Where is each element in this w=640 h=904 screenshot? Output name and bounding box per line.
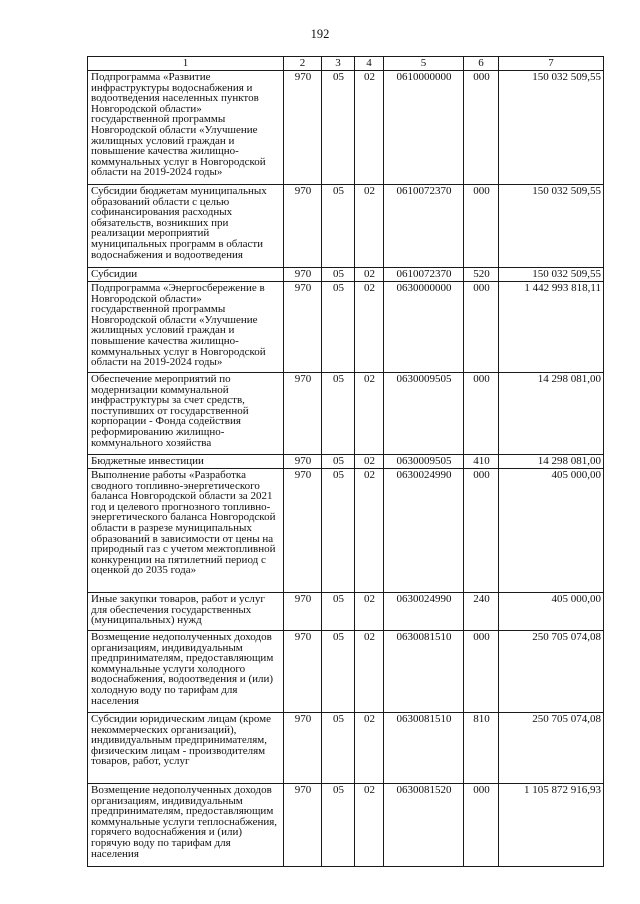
row-code-3: 02 <box>355 713 384 784</box>
row-code-1: 970 <box>284 185 322 268</box>
table-row <box>88 631 604 713</box>
table-row <box>88 469 604 593</box>
row-code-1: 970 <box>284 373 322 455</box>
row-code-5: 000 <box>464 185 499 268</box>
row-code-3: 02 <box>355 784 384 867</box>
row-code-5: 520 <box>464 268 499 282</box>
row-name: Выполнение работы «Разработка сводного топливно-энергетического баланса Новгородской области за 2021 год и целевого прогнозного топливно-энергетического баланса Новгородской области в разрезе муниципальных образований в зависимости от цены на природный газ с учетом межтопливной конкуренции на пятилетний период с оценкой до 2035 года» <box>88 469 284 593</box>
page-number: 192 <box>310 27 330 41</box>
row-amount: 14 298 081,00 <box>499 455 604 469</box>
row-code-5: 810 <box>464 713 499 784</box>
row-code-5: 000 <box>464 373 499 455</box>
table-row <box>88 282 604 373</box>
row-code-4: 0630081510 <box>384 631 464 713</box>
row-code-3: 02 <box>355 71 384 185</box>
row-name: Обеспечение мероприятий по модернизации коммунальной инфраструктуры за счет средств, поступивших от государственной корпорации - Фонда содействия реформированию жилищно-коммунального хозяйства <box>88 373 284 455</box>
row-code-2: 05 <box>322 268 355 282</box>
row-code-5: 000 <box>464 631 499 713</box>
table-row <box>88 185 604 268</box>
row-code-1: 970 <box>284 469 322 593</box>
header-cell-1: 1 <box>88 57 284 71</box>
row-code-5: 000 <box>464 469 499 593</box>
header-row <box>88 57 604 71</box>
row-name: Подпрограмма «Развитие инфраструктуры водоснабжения и водоотведения населенных пунктов Новгородской области» государственной программы Новгородской области «Улучшение жилищных условий граждан и повышение качества жилищно-коммунальных услуг в Новгородской области на 2019-2024 годы» <box>88 71 284 185</box>
row-code-3: 02 <box>355 373 384 455</box>
row-code-2: 05 <box>322 784 355 867</box>
table-row <box>88 784 604 867</box>
row-code-1: 970 <box>284 455 322 469</box>
row-name: Возмещение недополученных доходов организациям, индивидуальным предпринимателям, предоставляющим коммунальные услуги теплоснабжения, горячего водоснабжения и (или) горячую воду по тарифам для населения <box>88 784 284 867</box>
header-cell-7: 7 <box>499 57 604 71</box>
row-name: Возмещение недополученных доходов организациям, индивидуальным предпринимателям, предоставляющим коммунальные услуги холодного водоснабжения, водоотведения и (или) холодную воду по тарифам для населения <box>88 631 284 713</box>
table-row <box>88 268 604 282</box>
row-code-4: 0630081520 <box>384 784 464 867</box>
row-code-3: 02 <box>355 593 384 631</box>
row-code-1: 970 <box>284 713 322 784</box>
row-amount: 250 705 074,08 <box>499 631 604 713</box>
row-code-4: 0630024990 <box>384 593 464 631</box>
row-code-5: 000 <box>464 784 499 867</box>
row-code-4: 0630081510 <box>384 713 464 784</box>
row-code-4: 0630024990 <box>384 469 464 593</box>
row-code-3: 02 <box>355 185 384 268</box>
row-code-2: 05 <box>322 373 355 455</box>
row-code-4: 0610000000 <box>384 71 464 185</box>
row-amount: 1 105 872 916,93 <box>499 784 604 867</box>
header-cell-3: 3 <box>322 57 355 71</box>
row-code-3: 02 <box>355 631 384 713</box>
row-code-3: 02 <box>355 455 384 469</box>
row-name: Субсидии бюджетам муниципальных образований области с целью софинансирования расходных обязательств, возникших при реализации мероприятий муниципальных программ в области водоснабжения и водоотведения <box>88 185 284 268</box>
table-row <box>88 373 604 455</box>
header-cell-2: 2 <box>284 57 322 71</box>
row-code-1: 970 <box>284 784 322 867</box>
header-cell-5: 5 <box>384 57 464 71</box>
row-name: Подпрограмма «Энергосбережение в Новгородской области» государственной программы Новгородской области «Улучшение жилищных условий граждан и повышение качества жилищно-коммунальных услуг в Новгородской области на 2019-2024 годы» <box>88 282 284 373</box>
row-code-4: 0610072370 <box>384 268 464 282</box>
row-code-2: 05 <box>322 593 355 631</box>
row-code-2: 05 <box>322 185 355 268</box>
row-code-4: 0630009505 <box>384 373 464 455</box>
row-code-3: 02 <box>355 268 384 282</box>
table-row <box>88 713 604 784</box>
row-name: Бюджетные инвестиции <box>88 455 284 469</box>
row-code-5: 240 <box>464 593 499 631</box>
table-row <box>88 71 604 185</box>
row-code-4: 0630009505 <box>384 455 464 469</box>
header-cell-6: 6 <box>464 57 499 71</box>
row-amount: 150 032 509,55 <box>499 185 604 268</box>
header-cell-4: 4 <box>355 57 384 71</box>
row-code-1: 970 <box>284 282 322 373</box>
row-code-2: 05 <box>322 455 355 469</box>
row-code-1: 970 <box>284 631 322 713</box>
row-name: Субсидии юридическим лицам (кроме некоммерческих организаций), индивидуальным предпринимателям, физическим лицам - производителям товаров, работ, услуг <box>88 713 284 784</box>
row-amount: 405 000,00 <box>499 593 604 631</box>
row-code-1: 970 <box>284 268 322 282</box>
row-name: Иные закупки товаров, работ и услуг для обеспечения государственных (муниципальных) нужд <box>88 593 284 631</box>
row-amount: 150 032 509,55 <box>499 71 604 185</box>
row-code-2: 05 <box>322 71 355 185</box>
row-amount: 250 705 074,08 <box>499 713 604 784</box>
row-code-2: 05 <box>322 631 355 713</box>
budget-table <box>87 56 604 867</box>
row-code-2: 05 <box>322 713 355 784</box>
row-amount: 405 000,00 <box>499 469 604 593</box>
row-code-4: 0610072370 <box>384 185 464 268</box>
row-code-1: 970 <box>284 593 322 631</box>
row-amount: 14 298 081,00 <box>499 373 604 455</box>
row-code-5: 000 <box>464 71 499 185</box>
row-amount: 150 032 509,55 <box>499 268 604 282</box>
row-code-4: 0630000000 <box>384 282 464 373</box>
row-code-1: 970 <box>284 71 322 185</box>
row-amount: 1 442 993 818,11 <box>499 282 604 373</box>
row-name: Субсидии <box>88 268 284 282</box>
row-code-3: 02 <box>355 282 384 373</box>
table-row <box>88 593 604 631</box>
row-code-3: 02 <box>355 469 384 593</box>
row-code-2: 05 <box>322 469 355 593</box>
row-code-2: 05 <box>322 282 355 373</box>
table-row <box>88 455 604 469</box>
row-code-5: 410 <box>464 455 499 469</box>
row-code-5: 000 <box>464 282 499 373</box>
